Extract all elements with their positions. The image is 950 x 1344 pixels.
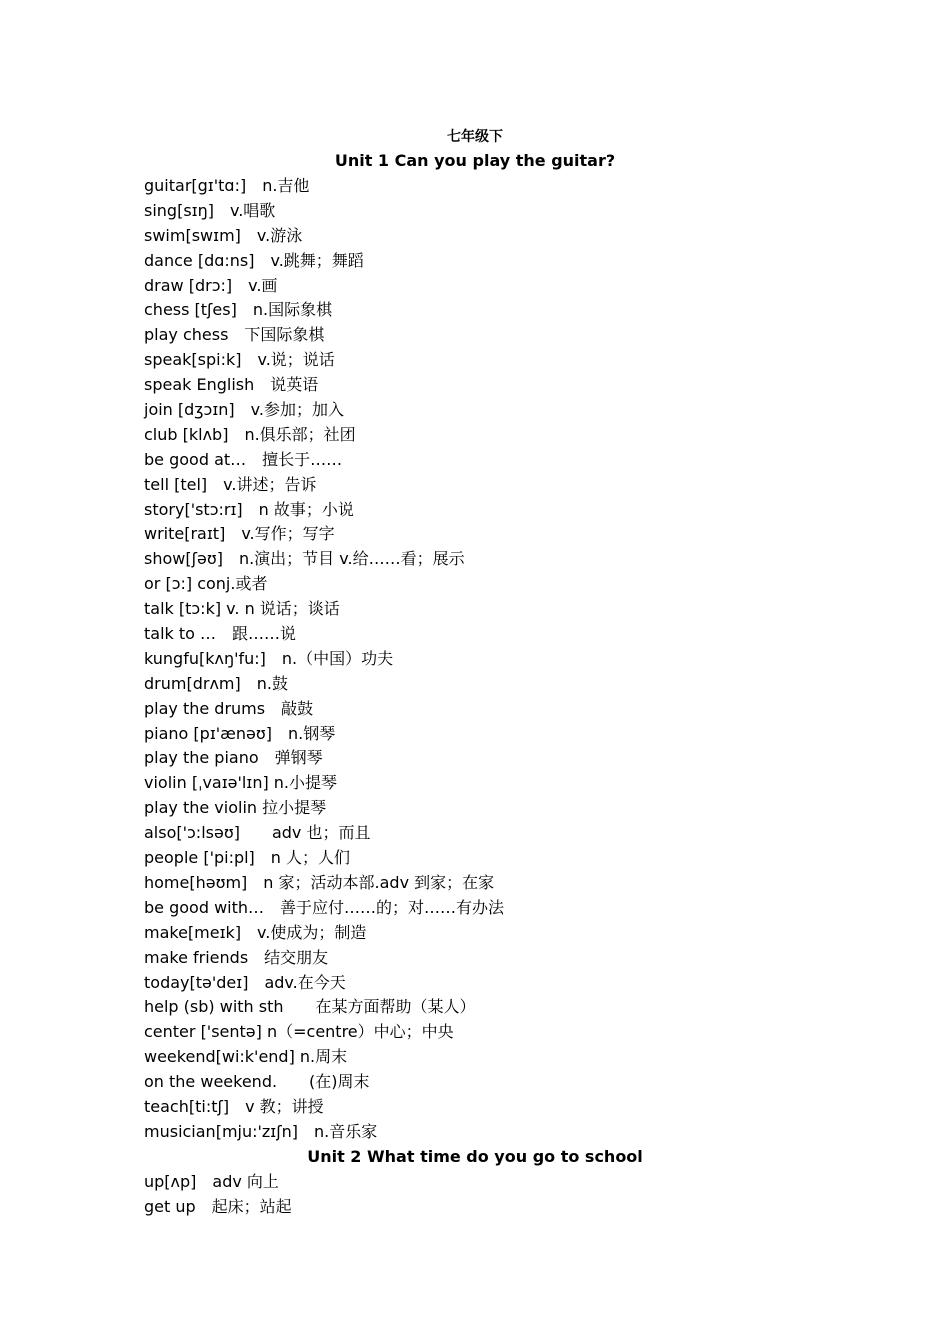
- vocab-entry: musician[mju:'zɪʃn] n.音乐家: [144, 1121, 378, 1141]
- vocab-entry: make friends 结交朋友: [144, 947, 329, 967]
- vocab-entry: dance [dɑ:ns] v.跳舞；舞蹈: [144, 250, 364, 270]
- vocab-entry: play chess 下国际象棋: [144, 325, 325, 345]
- vocab-entry: talk [tɔ:k] v. n 说话；谈话: [144, 599, 340, 619]
- vocab-entry: home[həʊm] n 家；活动本部.adv 到家；在家: [144, 872, 495, 892]
- vocab-entry: on the weekend. (在)周末: [144, 1072, 370, 1092]
- vocab-entry: piano [pɪ'ænəʊ] n.钢琴: [144, 723, 336, 743]
- vocab-entry: club [klʌb] n.俱乐部；社团: [144, 424, 356, 444]
- vocab-entry: story['stɔ:rɪ] n 故事；小说: [144, 499, 354, 519]
- vocab-entry: play the drums 敲鼓: [144, 698, 314, 718]
- vocab-entry: teach[ti:tʃ] v 教；讲授: [144, 1096, 324, 1116]
- vocab-entry: play the piano 弹钢琴: [144, 748, 323, 768]
- vocab-entry: also['ɔ:lsəʊ] adv 也；而且: [144, 823, 371, 843]
- unit-1-vocab-list: [144, 174, 504, 1145]
- vocab-entry: or [ɔ:] conj.或者: [144, 574, 268, 594]
- vocab-entry: today[tə'deɪ] adv.在今天: [144, 972, 346, 992]
- vocab-entry: help (sb) with sth 在某方面帮助（某人）: [144, 997, 476, 1017]
- vocab-entry: sing[sɪŋ] v.唱歌: [144, 200, 276, 220]
- vocab-entry: write[raɪt] v.写作；写字: [144, 524, 335, 544]
- vocab-entry: play the violin 拉小提琴: [144, 798, 327, 818]
- vocab-entry: be good at… 擅长于……: [144, 449, 343, 469]
- unit-2-title: Unit 2 What time do you go to school: [307, 1147, 643, 1166]
- vocab-entry: tell [tel] v.讲述；告诉: [144, 474, 317, 494]
- vocab-entry: weekend[wi:k'end] n.周末: [144, 1047, 348, 1067]
- unit-1-title: Unit 1 Can you play the guitar?: [334, 151, 616, 170]
- vocab-entry: chess [tʃes] n.国际象棋: [144, 300, 333, 320]
- vocab-entry: kungfu[kʌŋ'fu:] n.（中国）功夫: [144, 648, 394, 668]
- vocab-entry: draw [drɔ:] v.画: [144, 275, 278, 295]
- vocab-entry: show[ʃəʊ] n.演出；节目 v.给……看；展示: [144, 549, 465, 569]
- vocab-entry: up[ʌp] adv 向上: [144, 1172, 279, 1191]
- vocab-entry: make[meɪk] v.使成为；制造: [144, 922, 367, 942]
- vocab-entry: swim[swɪm] v.游泳: [144, 225, 303, 245]
- vocab-entry: be good with… 善于应付……的；对……有办法: [144, 897, 505, 917]
- vocab-entry: speak[spi:k] v.说；说话: [144, 350, 335, 370]
- vocab-entry: talk to … 跟……说: [144, 624, 297, 644]
- unit-2-vocab-list: [144, 1170, 292, 1220]
- grade-title: 七年级下: [447, 129, 503, 145]
- vocab-entry: speak English 说英语: [144, 375, 319, 395]
- vocab-entry: drum[drʌm] n.鼓: [144, 673, 288, 693]
- vocab-entry: violin [ˌvaɪə'lɪn] n.小提琴: [144, 773, 338, 793]
- vocab-entry: get up 起床；站起: [144, 1196, 292, 1216]
- vocab-entry: center ['sentə] n（=centre）中心；中央: [144, 1022, 454, 1042]
- vocab-entry: people ['pi:pl] n 人；人们: [144, 848, 351, 868]
- vocab-entry: join [dʒɔɪn] v.参加；加入: [144, 400, 344, 420]
- vocab-entry: guitar[gɪ'tɑ:] n.吉他: [144, 176, 310, 195]
